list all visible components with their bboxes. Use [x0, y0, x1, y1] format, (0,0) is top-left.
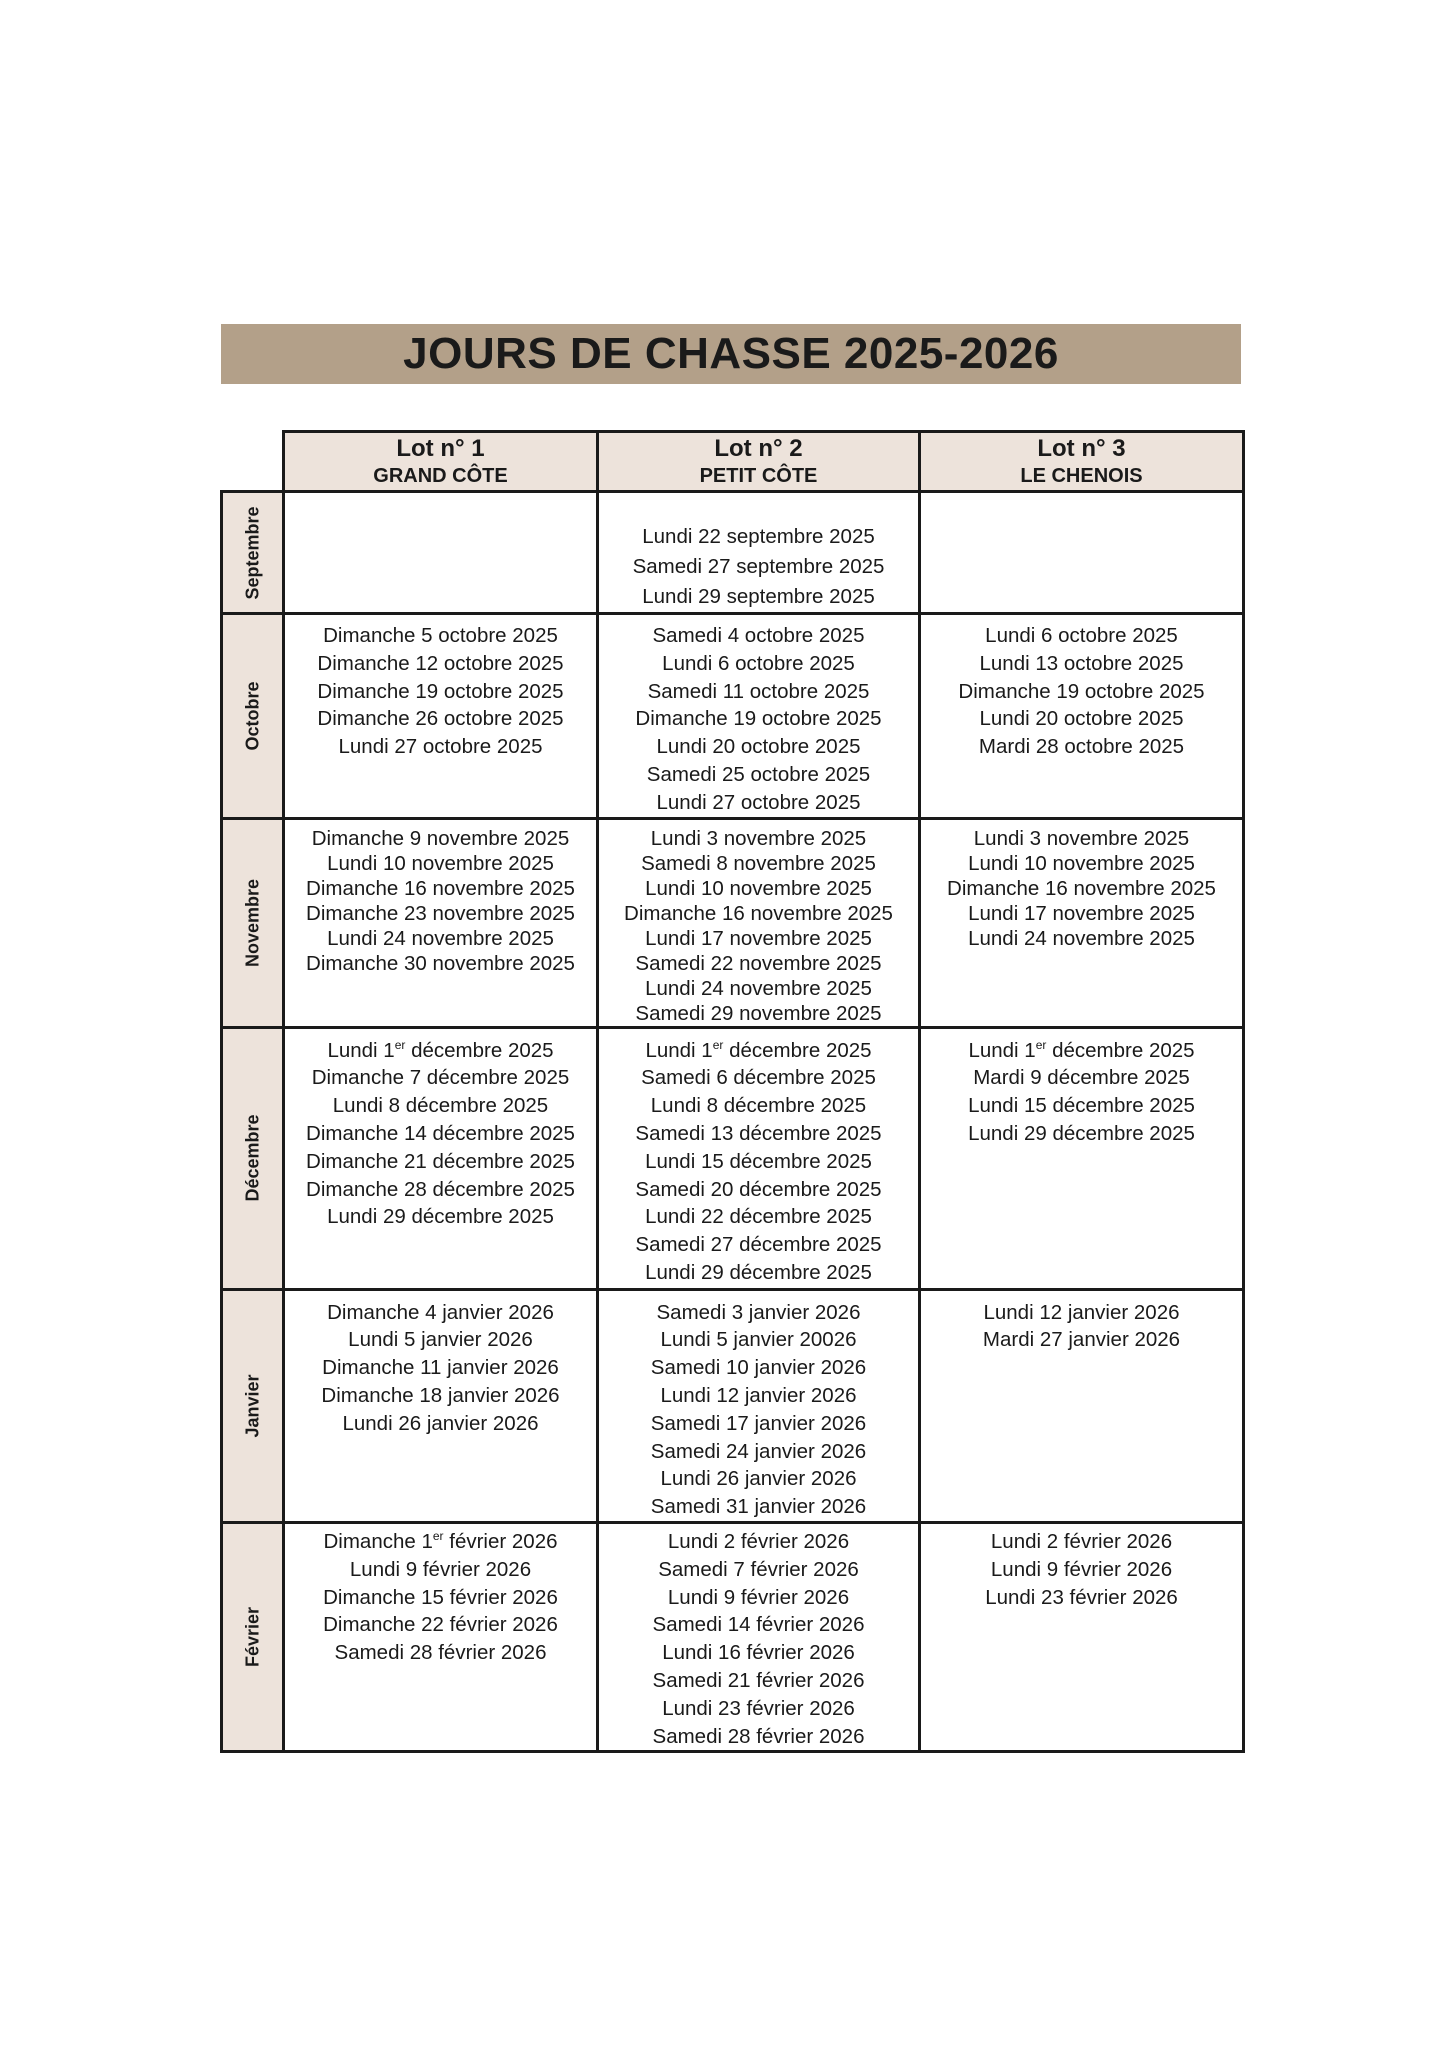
date-entry: Lundi 20 octobre 2025 [656, 735, 861, 759]
month-row-fevrier [222, 1522, 1244, 1751]
date-entry: Dimanche 11 janvier 2026 [322, 1356, 559, 1380]
date-entry: Lundi 9 février 2026 [667, 1585, 850, 1609]
month-label-cell [222, 1289, 284, 1522]
month-row-janvier [222, 1289, 1244, 1522]
date-entry: Lundi 1er décembre 2025 [645, 1037, 872, 1062]
date-list [285, 615, 596, 761]
date-entry: Lundi 6 octobre 2025 [985, 624, 1178, 647]
lot-2-header [598, 432, 920, 492]
date-entry: Lundi 17 novembre 2025 [968, 901, 1195, 925]
lot-1-header [284, 432, 598, 492]
date-entry: Lundi 13 octobre 2025 [979, 651, 1184, 675]
date-entry: Lundi 24 novembre 2025 [327, 926, 554, 950]
date-entry: Dimanche 21 décembre 2025 [306, 1149, 575, 1173]
date-entry: Samedi 11 octobre 2025 [647, 679, 870, 703]
date-entry: Dimanche 22 février 2026 [323, 1613, 558, 1637]
date-list [599, 1291, 918, 1521]
date-entry: Lundi 29 décembre 2025 [645, 1260, 872, 1284]
date-list [599, 493, 918, 612]
dates-cell-lot-2 [598, 1289, 920, 1522]
lot-3-name: LE CHENOIS [1020, 464, 1143, 487]
dates-cell-lot-1 [284, 1027, 598, 1289]
month-label: Décembre [242, 1114, 262, 1202]
title-bar [221, 324, 1241, 384]
date-entry: Samedi 25 octobre 2025 [646, 762, 871, 786]
date-list [285, 820, 596, 976]
month-label-cell [222, 818, 284, 1027]
date-entry: Lundi 27 octobre 2025 [656, 790, 861, 814]
date-entry: Dimanche 19 octobre 2025 [317, 679, 564, 703]
date-list [921, 1524, 1242, 1611]
date-entry: Mardi 28 octobre 2025 [978, 735, 1185, 759]
date-list [599, 615, 918, 817]
date-entry: Dimanche 16 novembre 2025 [624, 901, 893, 925]
date-entry: Lundi 26 janvier 2026 [660, 1467, 857, 1491]
month-label: Septembre [242, 505, 262, 600]
date-entry: Samedi 7 février 2026 [658, 1557, 859, 1581]
date-entry: Lundi 29 septembre 2025 [642, 585, 875, 608]
date-entry: Samedi 14 février 2026 [652, 1613, 865, 1637]
dates-cell-lot-1 [284, 614, 598, 819]
date-list [285, 1029, 596, 1232]
date-entry: Samedi 20 décembre 2025 [635, 1177, 882, 1201]
date-entry: Lundi 5 janvier 2026 [348, 1328, 533, 1352]
lot-3-number: Lot n° 3 [1037, 434, 1126, 462]
date-entry: Dimanche 14 décembre 2025 [306, 1121, 575, 1145]
date-entry: Lundi 20 octobre 2025 [979, 707, 1184, 731]
date-list [285, 493, 596, 522]
month-label: Janvier [242, 1374, 262, 1438]
month-label-cell [222, 1522, 284, 1751]
dates-cell-lot-2 [598, 492, 920, 614]
dates-cell-lot-1 [284, 492, 598, 614]
date-entry: Samedi 6 décembre 2025 [641, 1066, 876, 1090]
month-label-cell [222, 1027, 284, 1289]
date-entry: Mardi 9 décembre 2025 [973, 1066, 1190, 1090]
date-list [921, 820, 1242, 951]
date-entry: Lundi 3 novembre 2025 [650, 826, 867, 850]
date-entry: Samedi 8 novembre 2025 [641, 851, 876, 875]
month-row-novembre [222, 818, 1244, 1027]
date-entry: Lundi 2 février 2026 [667, 1529, 850, 1553]
date-entry: Lundi 8 décembre 2025 [332, 1094, 549, 1118]
dates-cell-lot-3 [920, 1027, 1244, 1289]
date-entry: Lundi 16 février 2026 [662, 1641, 855, 1665]
date-entry: Dimanche 4 janvier 2026 [327, 1300, 554, 1324]
month-row-decembre [222, 1027, 1244, 1289]
month-row-septembre [222, 492, 1244, 614]
date-entry: Samedi 24 janvier 2026 [650, 1439, 867, 1463]
dates-cell-lot-1 [284, 1522, 598, 1751]
date-entry: Lundi 24 novembre 2025 [968, 926, 1195, 950]
month-label-cell [222, 614, 284, 819]
date-entry: Dimanche 12 octobre 2025 [317, 651, 564, 675]
dates-cell-lot-2 [598, 614, 920, 819]
date-entry: Dimanche 19 octobre 2025 [958, 679, 1205, 703]
date-entry: Lundi 15 décembre 2025 [968, 1094, 1195, 1118]
date-entry: Lundi 9 février 2026 [990, 1557, 1173, 1581]
dates-cell-lot-3 [920, 1522, 1244, 1751]
date-entry: Samedi 31 janvier 2026 [650, 1495, 867, 1519]
date-entry: Samedi 27 septembre 2025 [632, 555, 885, 578]
lot-2-name: PETIT CÔTE [699, 464, 818, 487]
dates-cell-lot-2 [598, 1027, 920, 1289]
month-label-cell [222, 492, 284, 614]
lot-1-name: GRAND CÔTE [373, 464, 508, 487]
month-label: Février [242, 1607, 262, 1668]
dates-cell-lot-3 [920, 818, 1244, 1027]
dates-cell-lot-1 [284, 1289, 598, 1522]
date-entry: Samedi 28 février 2026 [334, 1641, 547, 1665]
date-entry: Samedi 28 février 2026 [652, 1724, 865, 1748]
lot-3-header [920, 432, 1244, 492]
date-entry: Samedi 29 novembre 2025 [635, 1001, 882, 1025]
date-entry: Lundi 2 février 2026 [990, 1529, 1173, 1553]
date-entry: Lundi 22 septembre 2025 [642, 525, 875, 548]
date-list [921, 1029, 1242, 1148]
date-entry: Samedi 27 décembre 2025 [635, 1233, 882, 1257]
date-entry: Samedi 4 octobre 2025 [652, 624, 865, 647]
date-entry: Dimanche 1er février 2026 [323, 1529, 558, 1553]
date-entry: Mardi 27 janvier 2026 [982, 1328, 1181, 1352]
date-entry: Samedi 10 janvier 2026 [650, 1356, 867, 1380]
date-list [921, 493, 1242, 522]
date-entry: Samedi 22 novembre 2025 [635, 951, 882, 975]
table-corner [222, 432, 284, 492]
dates-cell-lot-2 [598, 818, 920, 1027]
date-entry: Lundi 23 février 2026 [985, 1585, 1178, 1609]
dates-cell-lot-3 [920, 1289, 1244, 1522]
dates-cell-lot-3 [920, 614, 1244, 819]
date-entry: Lundi 29 décembre 2025 [327, 1205, 554, 1229]
date-entry: Lundi 12 janvier 2026 [983, 1300, 1180, 1324]
lot-2-number: Lot n° 2 [714, 434, 803, 462]
date-entry: Samedi 21 février 2026 [652, 1668, 865, 1692]
date-list [599, 820, 918, 1026]
date-entry: Lundi 6 octobre 2025 [662, 651, 855, 675]
date-entry: Lundi 3 novembre 2025 [973, 826, 1190, 850]
date-entry: Lundi 27 octobre 2025 [338, 735, 543, 759]
date-entry: Dimanche 23 novembre 2025 [306, 901, 575, 925]
date-entry: Lundi 24 novembre 2025 [645, 976, 872, 1000]
dates-cell-lot-2 [598, 1522, 920, 1751]
date-entry: Lundi 1er décembre 2025 [327, 1037, 554, 1062]
date-list [921, 1291, 1242, 1355]
date-entry: Dimanche 30 novembre 2025 [306, 951, 575, 975]
date-entry: Lundi 10 novembre 2025 [968, 851, 1195, 875]
date-entry: Lundi 12 janvier 2026 [660, 1383, 857, 1407]
date-entry: Samedi 17 janvier 2026 [650, 1411, 867, 1435]
date-entry: Dimanche 16 novembre 2025 [306, 876, 575, 900]
date-entry: Dimanche 19 octobre 2025 [635, 707, 882, 731]
date-entry: Dimanche 28 décembre 2025 [306, 1177, 575, 1201]
lot-1-number: Lot n° 1 [396, 434, 485, 462]
date-entry: Dimanche 5 octobre 2025 [323, 624, 558, 647]
date-entry: Samedi 13 décembre 2025 [635, 1121, 882, 1145]
date-list [921, 615, 1242, 761]
date-entry: Dimanche 16 novembre 2025 [947, 876, 1216, 900]
dates-cell-lot-3 [920, 492, 1244, 614]
date-list [285, 1524, 596, 1667]
page-title: JOURS DE CHASSE 2025-2026 [403, 329, 1059, 378]
date-entry: Lundi 29 décembre 2025 [968, 1121, 1195, 1145]
date-entry: Lundi 8 décembre 2025 [650, 1094, 867, 1118]
month-label: Octobre [242, 681, 262, 751]
month-label: Novembre [242, 878, 262, 967]
date-entry: Lundi 23 février 2026 [662, 1696, 855, 1720]
date-entry: Dimanche 18 janvier 2026 [321, 1383, 560, 1407]
date-entry: Lundi 10 novembre 2025 [327, 851, 554, 875]
date-entry: Lundi 1er décembre 2025 [968, 1037, 1195, 1062]
date-list [599, 1029, 918, 1287]
date-entry: Lundi 9 février 2026 [349, 1557, 532, 1581]
date-entry: Lundi 5 janvier 20026 [660, 1328, 857, 1352]
hunting-days-table [220, 430, 1245, 1753]
date-entry: Dimanche 9 novembre 2025 [311, 826, 570, 850]
dates-cell-lot-1 [284, 818, 598, 1027]
date-entry: Lundi 17 novembre 2025 [645, 926, 872, 950]
date-list [285, 1291, 596, 1438]
date-entry: Dimanche 15 février 2026 [323, 1585, 558, 1609]
date-entry: Dimanche 7 décembre 2025 [311, 1066, 570, 1090]
month-row-octobre [222, 614, 1244, 819]
date-entry: Lundi 22 décembre 2025 [645, 1205, 872, 1229]
date-entry: Samedi 3 janvier 2026 [656, 1300, 861, 1324]
date-entry: Lundi 15 décembre 2025 [645, 1149, 872, 1173]
date-entry: Lundi 10 novembre 2025 [645, 876, 872, 900]
date-list [599, 1524, 918, 1750]
date-entry: Lundi 26 janvier 2026 [342, 1411, 539, 1435]
date-entry: Dimanche 26 octobre 2025 [317, 707, 564, 731]
